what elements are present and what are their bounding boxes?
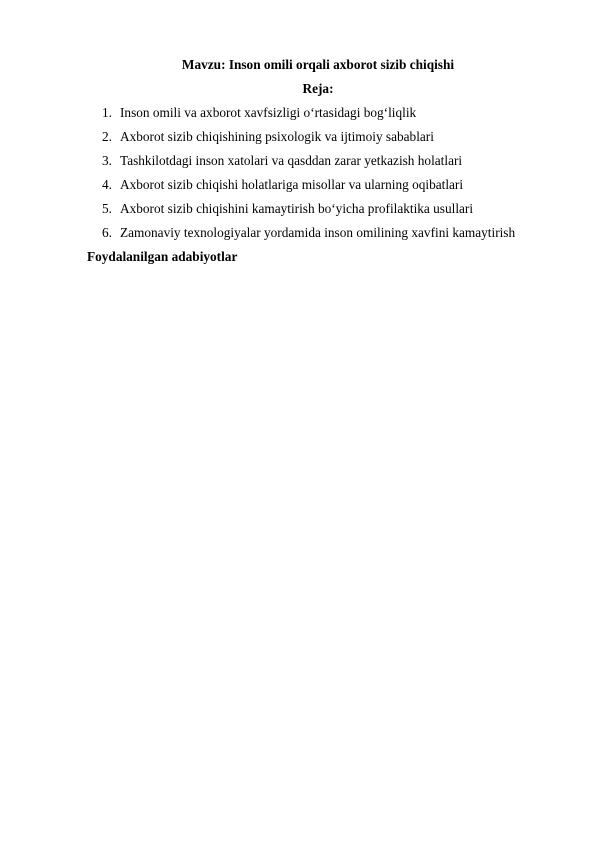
plan-item-text: Inson omili va axborot xavfsizligi o‘rtasidagi bog‘liqlik: [120, 105, 417, 120]
plan-heading: Reja:: [302, 81, 334, 96]
references-heading: Foydalanilgan adabiyotlar: [87, 249, 238, 264]
plan-item-number: 3.: [102, 153, 112, 168]
plan-item-number: 2.: [102, 129, 112, 144]
plan-item-text: Axborot sizib chiqishi holatlariga misollar va ularning oqibatlari: [120, 177, 464, 192]
document-title: Mavzu: Inson omili orqali axborot sizib chiqishi: [181, 57, 455, 72]
plan-item-number: 5.: [102, 201, 112, 216]
plan-item-text: Axborot sizib chiqishining psixologik va ijtimoiy sabablari: [120, 129, 434, 144]
plan-item-number: 1.: [102, 105, 112, 120]
plan-item-number: 4.: [102, 177, 112, 192]
plan-item-number: 6.: [102, 225, 112, 240]
plan-item-text: Zamonaviy texnologiyalar yordamida inson omilining xavfini kamaytirish: [120, 225, 516, 240]
plan-item-text: Tashkilotdagi inson xatolari va qasddan zarar yetkazish holatlari: [120, 153, 463, 168]
plan-item-text: Axborot sizib chiqishini kamaytirish bo‘yicha profilaktika usullari: [120, 201, 474, 216]
